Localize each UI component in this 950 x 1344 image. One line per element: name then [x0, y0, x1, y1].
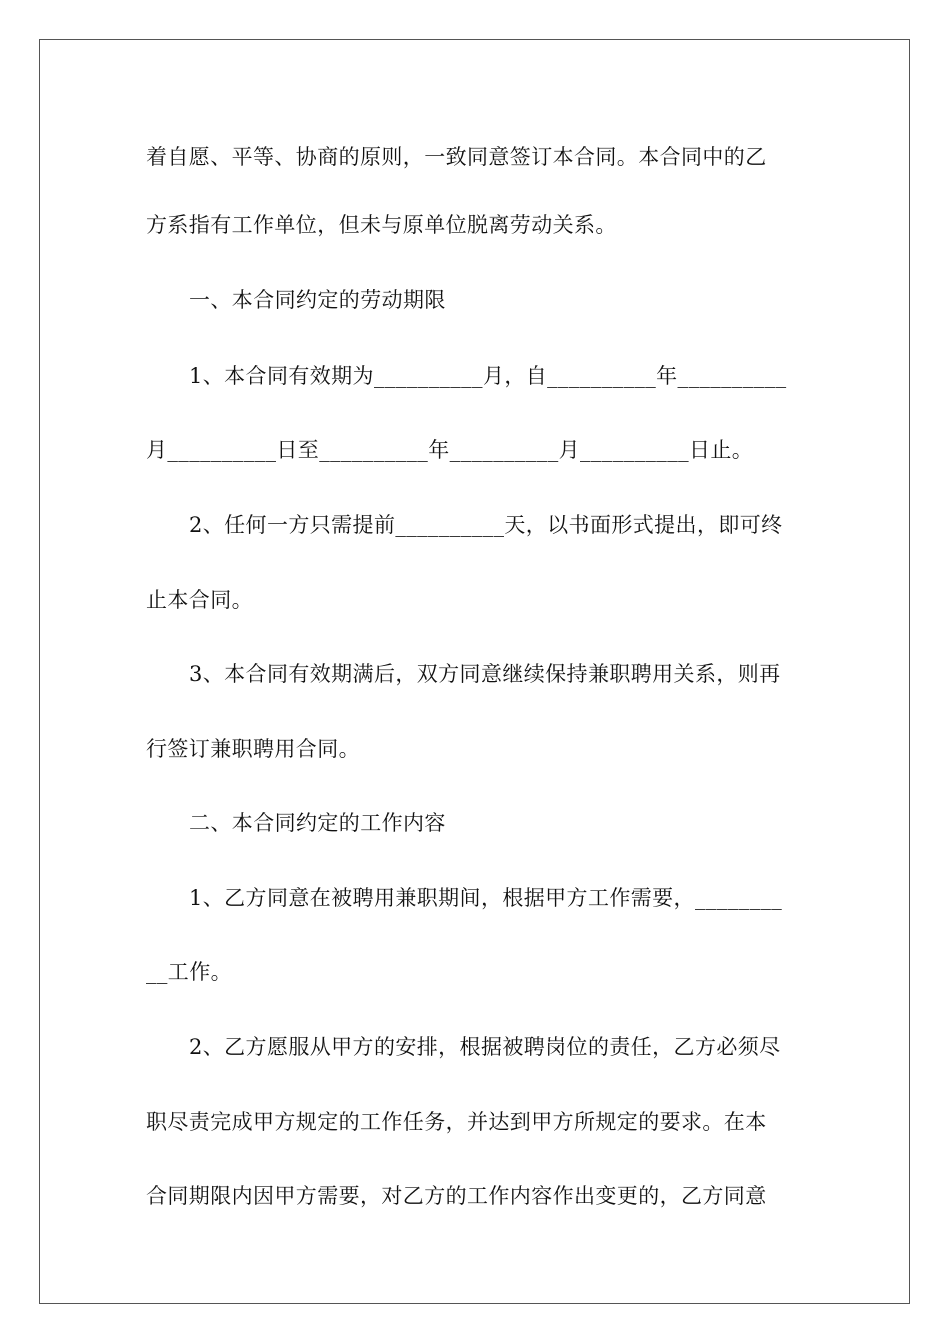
paragraph-line: 方系指有工作单位，但未与原单位脱离劳动关系。: [146, 213, 617, 237]
section-heading: 二、本合同约定的工作内容: [189, 811, 446, 835]
section-heading: 一、本合同约定的劳动期限: [189, 288, 446, 312]
clause-line: 合同期限内因甲方需要，对乙方的工作内容作出变更的，乙方同意: [146, 1184, 767, 1208]
clause-line: 1、乙方同意在被聘用兼职期间，根据甲方工作需要，________: [189, 886, 783, 910]
paragraph-line: 着自愿、平等、协商的原则，一致同意签订本合同。本合同中的乙: [146, 145, 767, 169]
clause-line: 3、本合同有效期满后，双方同意继续保持兼职聘用关系，则再: [189, 662, 781, 686]
clause-line: __工作。: [146, 960, 232, 984]
clause-line: 行签订兼职聘用合同。: [146, 737, 360, 761]
clause-line: 职尽责完成甲方规定的工作任务，并达到甲方所规定的要求。在本: [146, 1110, 767, 1134]
clause-line: 止本合同。: [146, 588, 253, 612]
clause-line: 2、乙方愿服从甲方的安排，根据被聘岗位的责任，乙方必须尽: [189, 1035, 781, 1059]
clause-line: 月__________日至__________年__________月__________日止。: [146, 438, 754, 462]
clause-line: 1、本合同有效期为__________月，自__________年__________: [189, 364, 787, 388]
clause-line: 2、任何一方只需提前__________天，以书面形式提出，即可终: [189, 513, 783, 537]
